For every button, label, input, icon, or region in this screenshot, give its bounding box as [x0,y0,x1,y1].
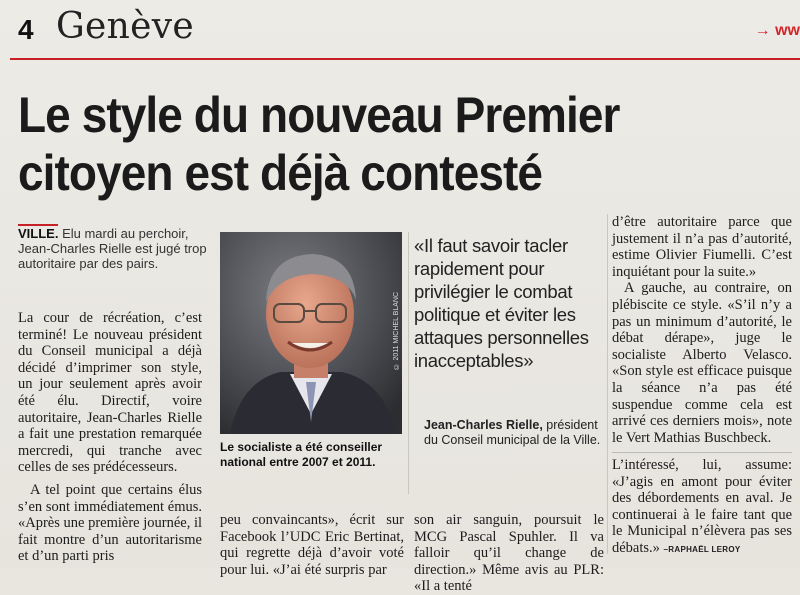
photo-credit: © 2011 MICHEL BLANC [393,292,400,370]
header-rule [10,58,800,60]
pull-quote-attribution [424,418,604,448]
col1-paragraph-1: La cour de récréation, c’est terminé! Le nouveau président du Conseil municipal a déjà décidé d’imprimer son style, un jour seulement après avoir été élu. Directif, voire autoritaire, Jean-Charles Rielle a fait une prestation remarquée mercredi, qui tranche avec celles de ses prédécesseurs. [18,310,202,476]
column-2 [220,512,404,578]
column-1 [18,310,202,565]
portrait-illustration [220,232,402,434]
section-title: Genève [56,6,194,47]
col2-paragraph: peu convaincants», écrit sur Facebook l’UDC Eric Bertinat, qui regrette déjà d’avoir voté pour lui. «J’ai été surpris par [220,512,404,578]
quote-author-role: président du Conseil municipal de la Ville. [424,418,601,447]
column-4 [612,214,792,446]
quote-author: Jean-Charles Rielle, [424,418,543,432]
col3-paragraph: son air sanguin, poursuit le MCG Pascal Spuhler. Il va falloir qu’il change de direction.» Même avis au PLR: «Il a tenté [414,512,604,595]
column-3 [414,512,604,595]
cross-reference: → ww [754,22,800,39]
lead-text: Elu mardi au perchoir, Jean-Charles Rielle est jugé trop autoritaire par des pairs. [18,226,207,271]
col4-paragraph-2: A gauche, au contraire, on plébiscite ce style. «S’il n’y a pas un minimum d’autorité, le débat dérape», juge le socialiste Alberto Velasco. «Son style est efficace puisque la séance n’a pas été suspendue comme cela est arrivé ces derniers mois», note le Vert Mathias Buschbeck. [612,280,792,446]
page-number: 4 [18,14,34,45]
lead-tag: VILLE. [18,226,59,241]
headline [18,86,736,202]
lead [18,224,212,271]
column-4-end [612,452,792,559]
portrait-photo [220,232,402,434]
col4-paragraph-3: L’intéressé, lui, assume: «J’agis en amont pour éviter des débordements en aval. Je continuerai à le faire tant que le Municipal n’élèvera pas ses débats.» –RAPHAËL LEROY [612,457,792,556]
headline-line-1: Le style du nouveau Premier [18,87,620,143]
headline-line-2: citoyen est déjà contesté [18,145,543,201]
pull-quote: «Il faut savoir tacler rapidement pour privilégier le combat politique et éviter les attaques personnelles inacceptables» [414,235,589,371]
col1-paragraph-2: A tel point que certains élus s’en sont immédiatement émus. «Après une première journée, il fait montre d’un autoritarisme et d’un parti pris [18,481,202,565]
column-divider [607,214,608,554]
photo-caption: Le socialiste a été conseiller national entre 2007 et 2011. [220,440,383,469]
column-divider [408,232,409,494]
byline: –RAPHAËL LEROY [663,544,741,554]
col4-paragraph-1: d’être autoritaire parce que justement il n’a pas d’autorité, estime Olivier Fiumelli. C’est inquiétant pour la suite.» [612,214,792,280]
